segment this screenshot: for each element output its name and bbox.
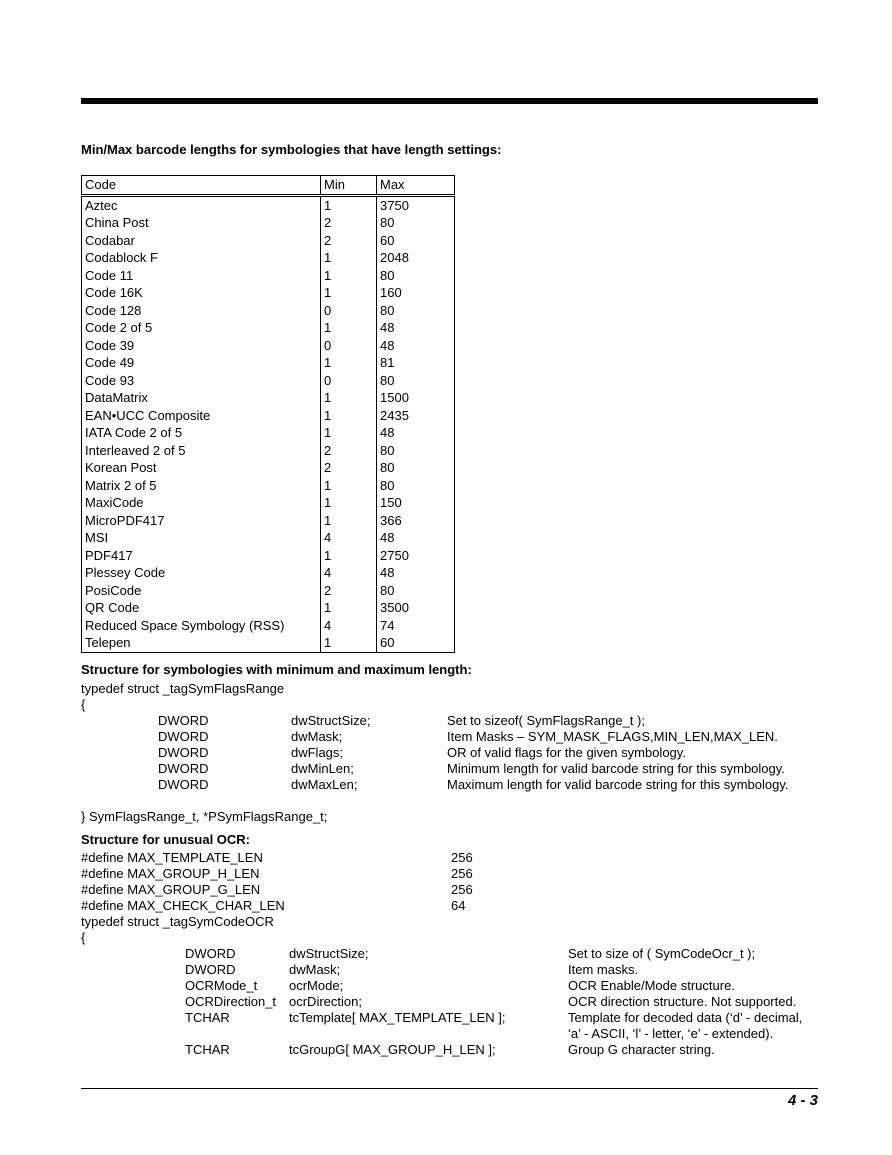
field-description: OCR direction structure. Not supported. [568, 994, 797, 1009]
min-cell: 1 [321, 249, 377, 267]
max-cell: 150 [380, 495, 402, 510]
table-row [82, 284, 455, 302]
table-row [82, 354, 455, 372]
ocr-typedef: typedef struct _tagSymCodeOCR [81, 914, 274, 929]
field-name: dwStructSize; [289, 946, 369, 961]
min-cell: 4 [321, 564, 377, 582]
field-name: dwMask; [289, 962, 341, 977]
code-cell: MaxiCode [82, 494, 321, 512]
max-cell: 60 [380, 232, 395, 248]
max-cell: 48 [380, 337, 395, 353]
table-header-row [82, 176, 455, 196]
min-cell: 1 [321, 424, 377, 442]
length-table [81, 175, 455, 653]
table-row [82, 494, 455, 512]
table-row [82, 337, 455, 355]
table-row [82, 529, 455, 547]
table-row [82, 232, 455, 250]
table-row [82, 249, 455, 267]
code-cell: Plessey Code [82, 564, 321, 582]
table-row [82, 389, 455, 407]
table-row [82, 195, 455, 214]
min-cell: 1 [321, 284, 377, 302]
max-cell: 48 [380, 320, 395, 335]
field-name: tcTemplate[ MAX_TEMPLATE_LEN ]; [289, 1010, 506, 1025]
table-row [82, 512, 455, 530]
ocr-open-brace: { [81, 930, 86, 945]
define-name: #define MAX_CHECK_CHAR_LEN [81, 898, 285, 913]
max-cell: 80 [380, 442, 395, 458]
max-cell: 80 [380, 460, 395, 475]
max-cell: 2750 [380, 547, 409, 563]
field-name: dwFlags; [291, 745, 344, 760]
table-row [82, 547, 455, 565]
min-cell: 0 [321, 337, 377, 355]
max-cell: 48 [380, 425, 395, 440]
code-cell: Telepen [82, 634, 321, 652]
min-cell: 1 [321, 512, 377, 530]
table-row [82, 599, 455, 617]
define-value: 256 [451, 866, 473, 881]
min-cell: 1 [321, 494, 377, 512]
code-cell: Codabar [82, 232, 321, 250]
define-value: 256 [451, 882, 473, 897]
footer-rule [81, 1088, 818, 1089]
table-row [82, 372, 455, 390]
field-type: DWORD [185, 946, 236, 961]
field-type: TCHAR [185, 1042, 230, 1057]
min-cell: 1 [321, 389, 377, 407]
field-description: Item Masks – SYM_MASK_FLAGS,MIN_LEN,MAX_LEN. [447, 729, 778, 744]
column-header: Code [82, 176, 321, 196]
code-cell: Code 39 [82, 337, 321, 355]
min-cell: 1 [321, 267, 377, 285]
code-cell: Matrix 2 of 5 [82, 477, 321, 495]
table-row [82, 617, 455, 635]
field-name: tcGroupG[ MAX_GROUP_H_LEN ]; [289, 1042, 496, 1057]
min-cell: 1 [321, 354, 377, 372]
min-cell: 1 [321, 319, 377, 337]
field-description: ‘a’ - ASCII, ‘l’ - letter, ‘e’ - extended). [568, 1026, 774, 1041]
define-value: 64 [451, 898, 466, 913]
code-cell: QR Code [82, 599, 321, 617]
field-name: ocrMode; [289, 978, 344, 993]
code-cell: Reduced Space Symbology (RSS) [82, 617, 321, 635]
table-row [82, 302, 455, 320]
min-cell: 2 [321, 442, 377, 460]
field-name: dwMask; [291, 729, 343, 744]
min-cell: 2 [321, 232, 377, 250]
field-description: OCR Enable/Mode structure. [568, 978, 735, 993]
code-cell: MSI [82, 529, 321, 547]
max-cell: 80 [380, 302, 395, 318]
max-cell: 80 [380, 267, 395, 283]
min-cell: 0 [321, 372, 377, 390]
define-name: #define MAX_GROUP_H_LEN [81, 866, 260, 881]
min-cell: 2 [321, 582, 377, 600]
code-cell: IATA Code 2 of 5 [82, 424, 321, 442]
header-rule [81, 98, 818, 104]
page-number: 4 - 3 [787, 1092, 818, 1109]
min-cell: 4 [321, 617, 377, 635]
code-cell: Code 16K [82, 284, 321, 302]
field-name: ocrDirection; [289, 994, 362, 1009]
max-cell: 48 [380, 565, 395, 580]
max-cell: 81 [380, 355, 395, 370]
min-cell: 2 [321, 214, 377, 232]
define-value: 256 [451, 850, 473, 865]
min-cell: 2 [321, 459, 377, 477]
max-cell: 74 [380, 617, 395, 633]
max-cell: 160 [380, 285, 402, 300]
field-description: Minimum length for valid barcode string for this symbology. [447, 761, 785, 776]
range-open-brace: { [81, 697, 86, 712]
column-header: Min [321, 176, 377, 196]
table-row [82, 319, 455, 337]
max-cell: 366 [380, 512, 402, 528]
max-cell: 2435 [380, 407, 409, 423]
max-cell: 3500 [380, 600, 409, 615]
field-name: dwMinLen; [291, 761, 354, 776]
field-type: TCHAR [185, 1010, 230, 1025]
code-cell: Code 93 [82, 372, 321, 390]
table-row [82, 424, 455, 442]
max-cell: 48 [380, 530, 395, 545]
column-header: Max [377, 176, 455, 196]
max-cell: 80 [380, 582, 395, 598]
field-name: dwMaxLen; [291, 777, 358, 792]
length-heading: Min/Max barcode lengths for symbologies that have length settings: [81, 142, 502, 157]
field-description: Group G character string. [568, 1042, 715, 1057]
min-cell: 1 [321, 599, 377, 617]
code-cell: Korean Post [82, 459, 321, 477]
max-cell: 80 [380, 477, 395, 493]
table-row [82, 407, 455, 425]
range-close: } SymFlagsRange_t, *PSymFlagsRange_t; [81, 809, 328, 824]
table-row [82, 477, 455, 495]
field-type: DWORD [158, 777, 209, 792]
field-description: Set to sizeof( SymFlagsRange_t ); [447, 713, 645, 728]
code-cell: MicroPDF417 [82, 512, 321, 530]
code-cell: Code 49 [82, 354, 321, 372]
field-type: DWORD [158, 713, 209, 728]
field-description: Item masks. [568, 962, 639, 977]
min-cell: 1 [321, 634, 377, 652]
max-cell: 2048 [380, 250, 409, 265]
min-cell: 1 [321, 547, 377, 565]
code-cell: DataMatrix [82, 389, 321, 407]
code-cell: PDF417 [82, 547, 321, 565]
code-cell: PosiCode [82, 582, 321, 600]
table-row [82, 564, 455, 582]
field-description: Template for decoded data (‘d’ - decimal, [568, 1010, 803, 1025]
field-type: DWORD [185, 962, 236, 977]
ocr-struct-heading: Structure for unusual OCR: [81, 832, 251, 847]
field-description: Maximum length for valid barcode string for this symbology. [447, 777, 789, 792]
min-cell: 0 [321, 302, 377, 320]
define-name: #define MAX_GROUP_G_LEN [81, 882, 261, 897]
range-typedef: typedef struct _tagSymFlagsRange [81, 681, 285, 696]
max-cell: 60 [380, 635, 395, 650]
max-cell: 80 [380, 372, 395, 388]
table-row [82, 582, 455, 600]
define-name: #define MAX_TEMPLATE_LEN [81, 850, 263, 865]
min-cell: 4 [321, 529, 377, 547]
code-cell: Codablock F [82, 249, 321, 267]
field-type: DWORD [158, 761, 209, 776]
code-cell: EAN•UCC Composite [82, 407, 321, 425]
code-cell: Code 128 [82, 302, 321, 320]
table-row [82, 442, 455, 460]
max-cell: 3750 [380, 197, 409, 213]
field-type: DWORD [158, 729, 209, 744]
field-name: dwStructSize; [291, 713, 371, 728]
code-cell: China Post [82, 214, 321, 232]
range-struct-heading: Structure for symbologies with minimum and maximum length: [81, 662, 472, 677]
min-cell: 1 [321, 407, 377, 425]
field-type: OCRDirection_t [185, 994, 277, 1009]
min-cell: 1 [321, 195, 377, 214]
table-row [82, 214, 455, 232]
table-row [82, 459, 455, 477]
code-cell: Code 2 of 5 [82, 319, 321, 337]
field-type: DWORD [158, 745, 209, 760]
code-cell: Interleaved 2 of 5 [82, 442, 321, 460]
code-cell: Aztec [82, 195, 321, 214]
min-cell: 1 [321, 477, 377, 495]
table-row [82, 267, 455, 285]
field-description: OR of valid flags for the given symbology. [447, 745, 686, 760]
code-cell: Code 11 [82, 267, 321, 285]
max-cell: 80 [380, 215, 395, 230]
max-cell: 1500 [380, 390, 409, 405]
table-row [82, 634, 455, 652]
field-description: Set to size of ( SymCodeOcr_t ); [568, 946, 756, 961]
field-type: OCRMode_t [185, 978, 258, 993]
